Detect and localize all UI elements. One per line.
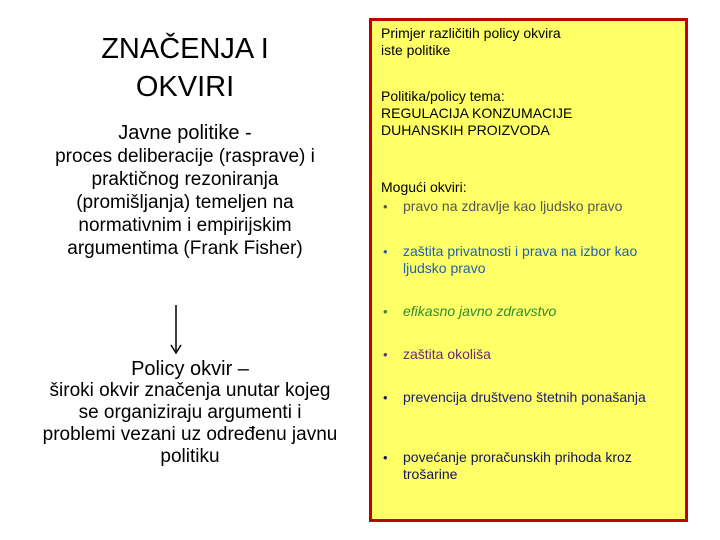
policy-frame-text: široki okvir značenja unutar kojeg se organiziraju argumenti i problemi vezani uz određenu javnu politiku [42,380,338,467]
frame-item-text: zaštita privatnosti i prava na izbor kao ljudsko pravo [403,243,638,276]
page-title-line-2: OKVIRI [135,71,235,103]
frame-item-text: prevencija društveno štetnih ponašanja [403,389,646,405]
frame-item-text: pravo na zdravlje kao ljudsko pravo [403,198,623,214]
bullet-icon: • [383,347,388,362]
page-title [60,30,310,106]
policy-frame-definition [40,358,340,468]
list-item [381,303,681,320]
frame-item-text: zaštita okoliša [403,346,491,362]
bullet-icon: • [383,390,388,405]
policy-topic-line-2: DUHANSKIH PROIZVODA [381,122,550,138]
frames-label: Mogući okviri: [381,179,467,195]
list-item [381,243,681,277]
policy-topic [381,88,681,139]
policy-topic-line-1: REGULACIJA KONZUMACIJE [381,105,573,121]
list-item [381,449,681,483]
down-arrow-icon [167,305,185,355]
policy-topic-label: Politika/policy tema: [381,88,505,104]
page-title-line-1: ZNAČENJA I [101,33,269,65]
definition-text: proces deliberacije (rasprave) i praktičnog rezoniranja (promišljanja) temeljen na normativnim i empirijskim argumentima (Frank Fisher) [55,146,315,259]
bullet-icon: • [383,244,388,259]
panel-heading-line-1: Primjer različitih policy okvira [381,25,561,41]
bullet-icon: • [383,199,388,214]
list-item [381,389,681,406]
panel-heading [381,25,681,59]
frame-item-text: povećanje proračunskih prihoda kroz trošarine [403,449,632,482]
bullet-icon: • [383,304,388,319]
list-item [381,198,681,215]
bullet-icon: • [383,450,388,465]
policy-frames-example-panel [369,18,688,522]
frame-item-text: efikasno javno zdravstvo [403,303,557,319]
policy-frame-lead: Policy okvir – [131,358,249,380]
list-item [381,346,681,363]
definition-lead: Javne politike - [118,122,252,144]
public-policy-definition [40,122,330,260]
panel-heading-line-2: iste politike [381,42,451,58]
